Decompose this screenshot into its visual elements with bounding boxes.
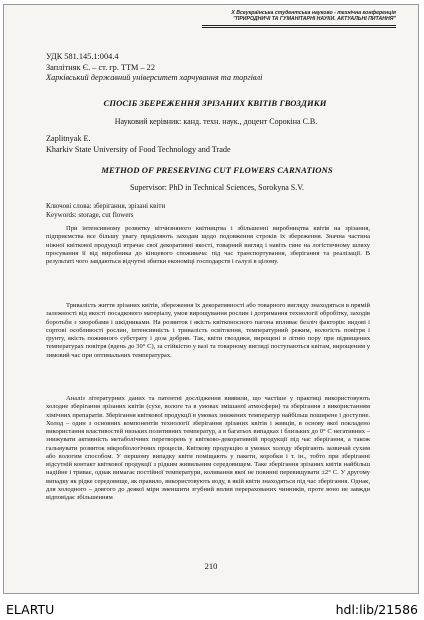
article-meta bbox=[46, 52, 262, 84]
footer-handle: hdl:lib/21586 bbox=[335, 602, 418, 617]
keywords-uk: Ключові слова: зберігання, зрізані квіти bbox=[46, 202, 166, 210]
title-en: METHOD OF PRESERVING CUT FLOWERS CARNATIONS bbox=[101, 165, 333, 175]
author-en: Zaplitnyak E. bbox=[46, 134, 91, 143]
header-rule-thin bbox=[202, 27, 396, 28]
title-uk: СПОСІБ ЗБЕРЕЖЕННЯ ЗРІЗАНИХ КВІТІВ ГВОЗДИКИ bbox=[103, 98, 327, 108]
university-uk: Харківський державний університет харчування та торгівлі bbox=[46, 73, 263, 82]
university-en: Kharkiv State University of Food Technology and Trade bbox=[46, 144, 231, 154]
body-paragraph-1: При інтенсивному розвитку вітчизняного квітництва і збільшенні виробництва квітів на зрізання, підприємства все більшу увагу приділяють заходам щодо подовження строків їх збереження. Значна частина ніжної квіткової продукції втрачає свої декоративні якості, товарний вигляд і навіть гине на логістичному шляху просування її від виробника до кінцевого споживача: під час транспортування, зберігання та реалізації. В результаті чого завдаються відчутні збитки економіці господарств і галузі в цілому. bbox=[46, 225, 370, 265]
footer-left-label: ELARTU bbox=[6, 602, 55, 617]
body-paragraph-3: Аналіз літературних даних та патентні дослідження виявили, що частіше у практиці використовують холодне зберігання зрізаних квітів (сухе, вологе та в умовах змішаної атмосфери) та зберігання з використанням хімічних препаратів. Зберігання квіткової продукції в умовах знижених температур найбільш поширене і доступне. Холод – один з основних компонентів технології зберігання зрізаних квітів і живців, в основу якої покладено використання властивостей низьких позитивних температур, а в багатьох випадках і близьких до 0° С негативних – знижувати активність метаболічних перетворень у квітково-декоративній продукції під час зберігання, а також гальмувати розвиток мікробіологічних процесів. Квіткову продукцію в умовах холоду зберігають зазвичай сухим або вологим способом. У першому випадку квіти поміщають у пакети, коробки і т. ін., тобто при зберіганні відсутній контакт квіткової продукції з рідким живильним середовищем. Таке зберігання зрізаних квітів найбільш надійне і триває, однак вимагає постійної температури, коливання якої не повинні перевищувати ±2° С. У другому випадку як рідке середовище, як правило, використовують воду, в якій квіти знаходяться під час зберігання. Однак, для холодного – довгого до деякої міри зменшити згубний вплив перерахованих чинників, проте воно не завжди відповідає збільшенням bbox=[46, 395, 370, 501]
udc-code: УДК 581.145.1:004.4 bbox=[46, 52, 119, 61]
author-block-en bbox=[46, 134, 231, 155]
paper-page bbox=[3, 4, 419, 594]
author-line-uk: Заплітняк Є. – ст. гр. ТТМ – 22 bbox=[46, 62, 155, 72]
conference-header-line2: "ПРИРОДНИЧІ ТА ГУМАНІТАРНІ НАУКИ. АКТУАЛЬНІ ПИТАННЯ" bbox=[233, 16, 396, 23]
conference-header bbox=[196, 10, 396, 23]
page-number: 210 bbox=[204, 561, 218, 571]
body-paragraph-2: Тривалість життя зрізаних квітів, збереження їх декоративності або товарного вигляду знаходяться в прямій залежності від якості посадкового матеріалу, умов вирощування рослин і дотримання технології обробітку, заходів боротьби з хворобами і шкідниками. На розвиток і якість квітконосного пагона впливає безліч факторів: видові і сортові особливості рослин, інтенсивність і тривалість освітлення, температурний режим, вологість повітря і ґрунту, якість поживного субстрату і доза добрив. Так, квіти гвоздики, вирощені в літню пору при підвищених температурах повітря (вдень до 30° С), за стійкістю у вазі та товарному вигляді поступаються квітам, вирощеним у зимовий час при оптимальних температурах. bbox=[46, 302, 370, 359]
supervisor-uk: Науковий керівник: канд. техн. наук., доцент Сорокіна С.В. bbox=[114, 117, 318, 126]
repository-footer bbox=[0, 597, 424, 620]
conference-header-line1: Х Всеукраїнська студентська науково - технічна конференція bbox=[231, 10, 396, 16]
keywords bbox=[46, 202, 165, 219]
supervisor-en: Supervisor: PhD in Technical Sciences, Sorokyna S.V. bbox=[129, 183, 304, 192]
header-rule bbox=[202, 25, 396, 26]
keywords-en: Keywords: storage, cut flowers bbox=[46, 210, 134, 219]
